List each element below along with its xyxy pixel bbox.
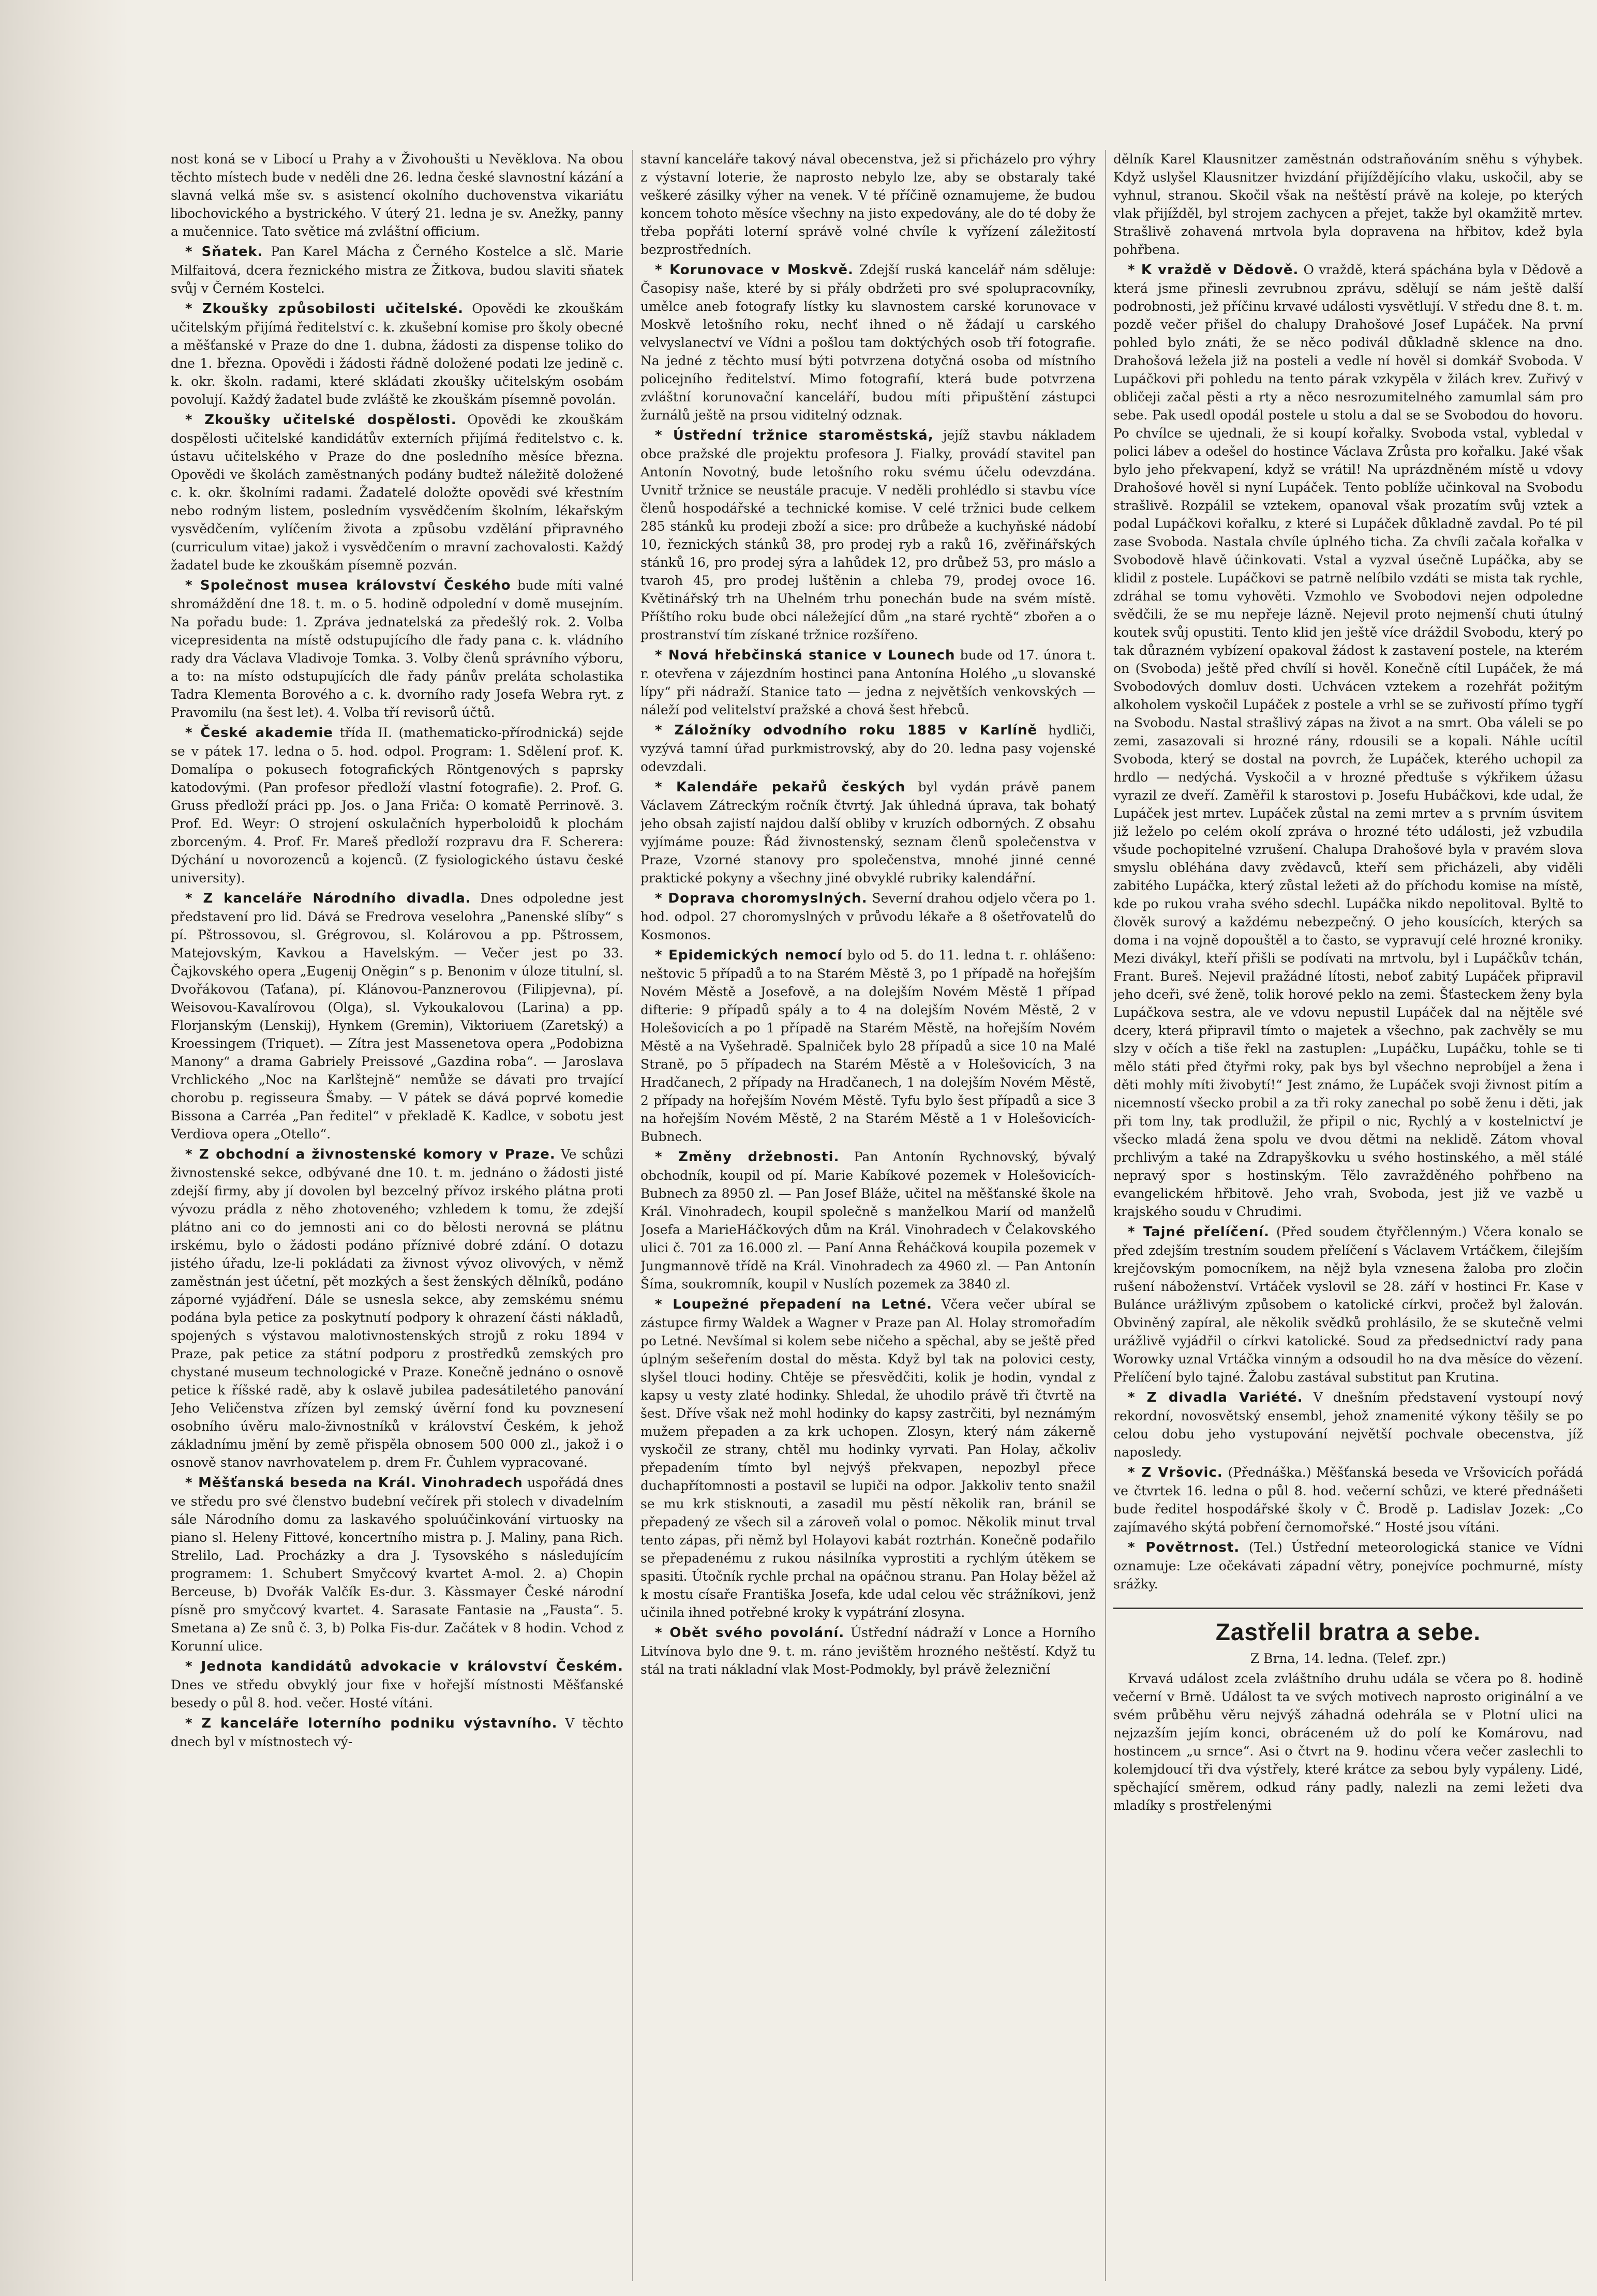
news-item-text: Včera večer ubíral se zástupce firmy Waldek a Wagner v Praze pan Al. Holay stromořadím po Letné. Nevšímal si kolem sebe ničeho a spěchal, aby se ještě před úplným sešeřením dostal do města. Když byl tak na polovici cesty, slyšel tlouci hodiny. Chtěje se přesvědčiti, kolik je hodin, vyndal z kapsy u vesty zlaté hodinky. Shledal, že uhodilo právě tři čtvrtě na šest. Dříve však než mohl hodinky do kapsy zastrčiti, byl neznámým mužem přepaden a za krk uchopen. Zlosyn, který nám zákerně vyskočil ze strany, chtěl mu hodinky vyrvati. Pan Holay, ačkoliv přepadením tímto byl nejvýš překvapen, nepozbyl přece duchapřítomnosti a postavil se lupiči na odpor. Jakkoliv tento snažil se mu krk stisknouti, a zasadil mu pěstí několik ran, bránil se přepadený ze všech sil a zároveň volal o pomoc. Několik minut trval tento zápas, při němž byl Holayovi kabát roztrhán. Konečně podařilo se přepadenému z rukou násilníka vyprostiti a rychlým útěkem se spasiti. Útočník rychle prchal na opáčnou stranu. Pan Holay běžel až k mostu císaře Františka Josefa, kde udal celou věc strážníkovi, jenž učinila ihned potřebné kroky k vypátrání zlosyna. (640, 1297, 1096, 1620)
news-item-text: bylo od 5. do 11. ledna t. r. ohlášeno: neštovic 5 případů a to na Starém Městě 3, po 1 případě na hořejším Novém Městě a Josefově, a na dolejším Novém Městě 1 případ difterie: 9 případů spály a to 4 na dolejším Novém Městě, 2 v Holešovicích a po 1 případě na Starém Městě, na hořejším Novém Městě a na Vyšehradě. Spalniček bylo 28 případů a sice 10 na Malé Straně, po 5 případech na Starém Městě a v Holešovicích, 3 na Hradčanech, 2 případy na Hradčanech, 1 na dolejším Novém Městě, 2 případy na hořejším Novém Městě. Tyfu bylo šest případů a sice 3 na hořejším Novém Městě, 2 na Starém Městě a 1 v Holešovicích-Bubnech. (640, 948, 1096, 1144)
column-rule (1105, 150, 1106, 2281)
news-item-headline: * Korunovace v Moskvě. (655, 262, 854, 278)
news-item-headline: * Tajné přelíčení. (1128, 1224, 1270, 1240)
news-item-text: Pan Karel Mácha z Černého Kostelce a slč. Marie Milfaitová, dcera řeznického mistra ze Žitkova, budou slaviti sňatek svůj v Černém Kostelci. (171, 244, 623, 296)
news-item (640, 646, 1096, 719)
news-item-continued (171, 150, 623, 241)
news-item-text: Ve schůzi živnostenské sekce, odbývané dne 10. t. m. jednáno o žádosti jisté zdejší firmy, aby jí dovolen byl bezcelný přívoz irského plátna proti vývozu prádla z něho zhotoveného; vzhledem k tomu, že zdejší plátno ani co do jemnosti ani co do bělosti nerovná se plátnu irskému, bylo o žádosti podáno příznivé dobré zdání. O dotazu jistého úřadu, lze-li pokládati za živnost vývoz olivových, v němž zaměstnán jest účetní, pět mozkých a šest ženských dělníků, podáno záporné vyjádření. Dále se usnesla sekce, aby zemskému snému podána byla petice za poskytnutí podpory k ohrazení části nákladů, spojených s výstavou malotivnostenských strojů z roku 1894 v Praze, pak petice za státní podporu z prostředků zemských pro chystané museum technologické v Praze. Konečně jednáno o osnově petice k říšské radě, aby k oslavě jubilea padesátiletého panování Jeho Veličenstva zřízen byl zemský úvěrní fond ku povznesení osobního úvěru malo-živnostníků v království Českém, k jehož základnímu jmění by země přispěla obnosem 500 000 zl., jakož i o osnově stanov navrhovatelem p. drem Fr. Čuhlem vypracované. (171, 1147, 623, 1470)
news-item-text: Ústřední nádraží v Lonce a Horního Litvínova bylo dne 9. t. m. ráno jevištěm hrozného neštěstí. Když tu stál na trati nákladní vlak Most-Podmokly, byl právě železniční (640, 1625, 1096, 1677)
news-item-headline: * Z divadla Variété. (1128, 1390, 1303, 1405)
news-item-headline: * Doprava choromyslných. (655, 891, 868, 906)
news-item-text: stavní kanceláře takový nával obecenstva, jež si přicházelo pro výhry z výstavní loterie, že naprosto nebylo lze, aby se obstaraly také veškeré zásilky výher na venek. V té příčině oznamujeme, že budou koncem tohoto měsíce všechny na jisto expedovány, ale do té doby že třeba popřáti loterní správě volné chvíle k vyřízení záležitostí bezprostředních. (640, 152, 1096, 257)
feature-dateline: Z Brna, 14. ledna. (Telef. zpr.) (1250, 1651, 1446, 1666)
column-2 (640, 150, 1096, 2281)
column-1 (171, 150, 623, 2281)
news-item (171, 243, 623, 297)
news-item-headline: * Povětrnost. (1128, 1540, 1240, 1555)
news-item (171, 299, 623, 409)
news-item (171, 1657, 623, 1712)
news-item (1113, 261, 1583, 1221)
news-item (171, 1714, 623, 1751)
news-item-text: Dnes ve středu obvyklý jour fixe v hořejší místnosti Měšťanské besedy o půl 8. hod. večer. Hosté vítáni. (171, 1677, 623, 1710)
news-item-text: bude od 17. února t. r. otevřena v zájezdním hostinci pana Antonína Holého „u slovanské lípy“ při nádraží. Stanice tato — jedna z největších venkovských — náleží pod velitelství pražské a chová šest hřebců. (640, 648, 1096, 717)
news-item-headline: * Záložníky odvodního roku 1885 v Karlíně (655, 723, 1037, 738)
news-item-text: nost koná se v Libocí u Prahy a v Živohoušti u Nevěklova. Na obou těchto místech bude v neděli dne 26. ledna české slavnostní kázání a slavná velká mše sv. s asistencí okolního duchovenstva vikariátu libochovického a bystrického. V úterý 21. ledna je sv. Anežky, panny a mučennice. Tato světice má zvláštní officium. (171, 152, 623, 239)
news-item-headline: * Sňatek. (185, 244, 263, 260)
news-item-continued (640, 150, 1096, 259)
news-item-headline: * Zkoušky způsobilosti učitelské. (185, 301, 464, 317)
news-item-headline: * Jednota kandidátů advokacie v království Českém. (185, 1659, 623, 1674)
news-item-headline: * Z kanceláře Národního divadla. (185, 891, 471, 906)
feature-text: Krvavá událost zcela zvláštního druhu udála se včera po 8. hodině večerní v Brně. Událost ta ve svých motivech naprosto originální a ve svém průběhu věru nejvýš záhadná odehrála se v Plotní ulici na nejzazším jejím konci, obráceném už do polí ke Komárovu, nad hostincem „u srnce“. Asi o čtvrt na 9. hodinu včera večer zaslechli to kolemjdoucí tři dva výstřely, které krátce za sebou byly vypáleny. Lidé, spěchající směrem, odkud rány padly, nalezli na zemi ležeti dva mladíky s prostřelenými (1113, 1671, 1583, 1813)
news-item-headline: * Změny držebnosti. (655, 1149, 839, 1165)
news-item (640, 946, 1096, 1146)
news-item-headline: * Ústřední tržnice staroměstská, (655, 428, 934, 443)
news-item-text: uspořádá dnes ve středu pro své členstvo budební večírek při stolech v divadelním sále Národního domu za laskavého spoluúčinkování virtuosky na piano sl. Heleny Fittové, koncertního mistra p. J. Maliny, pana Rich. Strelilo, Lad. Procházky a dra J. Tysovského s následujícím programem: 1. Schubert Smyčcový kvartet A-mol. 2. a) Chopin Berceuse, b) Dvořák Valčík Es-dur. 3. Kàssmayer České národní písně pro smyčcový kvartet. 4. Sarasate Fantasie na „Fausta“. 5. Smetana a) Ze snů č. 3, b) Polka Fis-dur. Začátek v 8 hodin. Vchod z Korunní ulice. (171, 1475, 623, 1654)
news-item-headline: * Společnost musea království Českého (185, 578, 511, 593)
news-item-text: dělník Karel Klausnitzer zaměstnán odstraňováním sněhu s výhybek. Když uslyšel Klausnitzer hvizdání přijíždějícího vlaku, uskočil, aby se vyhnul, stranou. Skočil však na neštěstí právě na koleje, po kterých vlak přijížděl, byl strojem zachycen a přejet, takže byl okamžitě mrtev. Strašlivě zohavená mrtvola byla dopravena na hřbitov, kdež byla pohřbena. (1113, 152, 1583, 257)
news-item-headline: * Obět svého povolání. (655, 1625, 844, 1641)
news-item (640, 889, 1096, 944)
news-item (171, 1145, 623, 1472)
news-item (171, 889, 623, 1143)
news-item-text: Opovědi ke zkouškám učitelským přijímá ředitelství c. k. zkušební komise pro školy obecné a měšťanské v Praze do dne 1. dubna, žádosti za dispense toliko do dne 1. března. Opovědi i žádosti řádně doložené podati lze jedině c. k. okr. školn. radami, které skládati zkoušky učitelským osobám povolují. Každý žadatel bude zvláště ke zkouškám písemně povolán. (171, 301, 623, 407)
news-item-headline: * Epidemických nemocí (655, 948, 842, 963)
news-item (640, 1295, 1096, 1622)
news-item-headline: * Z Vršovic. (1128, 1465, 1223, 1480)
news-item (171, 1474, 623, 1655)
news-item-text: (Před soudem čtyřčlenným.) Včera konalo se před zdejším trestním soudem přelíčení s Václavem Vrtáčkem, čilejším krejčovským pomocníkem, na nějž byla vznesena žaloba pro zločin rušení náboženství. Vrtáček vyslovil se 28. září v hostinci Fr. Kase v Bulánce urážlivým způsobem o katolické církvi, pročež byl žalován. Obviněný zapíral, ale několik svědků prohlásilo, že se skutečně velmi urážlivě vyjádřil o církvi katolické. Soud za předsednictví rady pana Worowky uznal Vrtáčka vinným a odsoudil ho na dva měsíce do vězení. Přelíčení bylo tajné. Žalobu zastával substitut pan Krutina. (1113, 1224, 1583, 1385)
news-item-headline: * Zkoušky učitelské dospělosti. (185, 412, 457, 428)
news-item-text: (Přednáška.) Měšťanská beseda ve Vršovicích pořádá ve čtvrtek 16. ledna o půl 8. hod. večerní schůzi, ve které přednášeti bude ředitel hospodářské školy v Č. Brodě p. Ladislav Jozek: „Co zajímavého skýtá pobření černomořské.“ Hosté jsou vítáni. (1113, 1465, 1583, 1535)
news-item (640, 721, 1096, 776)
news-item-headline: * Měšťanská beseda na Král. Vinohradech (185, 1475, 523, 1491)
news-item-text: (Tel.) Ústřední meteorologická stanice ve Vídni oznamuje: Lze očekávati západní větry, ponejvíce pochmurné, místy srážky. (1113, 1540, 1583, 1592)
news-item-text: hydliči, vyzývá tamní úřad purkmistrovský, aby do 20. ledna pasy vojenské odevzdali. (640, 723, 1096, 774)
news-item-headline: * Nová hřebčinská stanice v Lounech (655, 648, 956, 663)
news-item-text: Dnes odpoledne jest představení pro lid. Dává se Fredrova veselohra „Panenské slíby“ s pí. Pštrossovou, sl. Grégrovou, sl. Kolárovou a pp. Pštrossem, Matejovským, Kavkou a Havelským. — Večer jest po 33. Čajkovského opera „Eugenij Oněgin“ s p. Benonim v úloze titulní, sl. Dvořákovou (Taťana), pí. Klánovou-Panznerovou (Filipjevna), pí. Weisovou-Kavalírovou (Olga), sl. Vykoukalovou (Larina) a pp. Florjanským (Lenskij), Hynkem (Gremin), Viktoriuem (Zaretský) a Kroessingem (Triquet). — Zítra jest Massenetova opera „Podobizna Manony“ a drama Gabriely Preissové „Gazdina roba“. — Jaroslava Vrchlického „Noc na Karlštejně“ nemůže se dávati pro trvající chorobu p. regisseura Šmaby. — V pátek se dává poprvé komedie Bissona a Carréa „Pan ředitel“ v překladě K. Kadlce, v sobotu jest Verdiova opera „Otello“. (171, 891, 623, 1142)
news-item-headline: * České akademie (185, 725, 333, 741)
column-3 (1113, 150, 1583, 2281)
news-item-text: Severní drahou odjelo včera po 1. hod. odpol. 27 choromyslných v průvodu lékaře a 8 ošetřovatelů do Kosmonos. (640, 891, 1096, 942)
news-item-text: V dnešním představení vystoupí nový rekordní, novosvětský ensembl, jehož znamenité výkony těšily se po celou dobu jeho vystupování největší pochvale obecenstva, jíž naposledy. (1113, 1390, 1583, 1460)
newspaper-page (171, 150, 1583, 2281)
news-item (640, 426, 1096, 644)
news-item-text: jejíž stavbu nákladem obce pražské dle projektu profesora J. Fialky, provádí stavitel pan Antonín Novotný, bude letošního roku svému účelu odevzdána. Uvnitř tržnice se neustále pracuje. V neděli prohlédlo si stavbu více členů hospodářské a technické komise. V celé tržnici bude celkem 285 stánků ku prodeji zboží a sice: pro drůbeže a kuchyňské nádobí 10, řeznických stánků 38, pro prodej ryb a raků 16, zvěřinářských stánků 16, pro prodej sýra a lahůdek 12, pro drůbež 53, pro máslo a tvaroh 45, pro prodej luštěnin a chleba 79, prodej ovoce 16. Květinářský trh na Uhelném trhu ponechán bude na svém místě. Příštího roku bude obci náležející dům „na staré rychtě“ zbořen a o prostranství tím získané tržnice rozšířeno. (640, 428, 1096, 642)
news-item-text: Zdejší ruská kancelář nám sděluje: Časopisy naše, které by si přály obdržeti pro své spolupracovníky, umělce aneb fotografy lístky ku slavnostem carské korunovace v Moskvě letošního roku, nechť ihned o ně žádají u carského velvyslanectví ve Vídni a pošlou tam doktýchých osob tří fotografie. Na jedné z těchto musí býti potvrzena dotyčná osoba od místního policejního ředitelství. Mimo fotografií, která bude potvrzena zvláštní korunovační kanceláří, budou míti připuštění zástupci žurnálů ještě na prsou viditelný odznak. (640, 262, 1096, 423)
news-item-text: O vraždě, která spáchána byla v Dědově a která jsme přinesli zevrubnou zprávu, sdělují se nám ještě další podrobnosti, jež příčinu krvavé události vysvětlují. V středu dne 8. t. m. pozdě večer přišel do chalupy Drahošové Josef Lupáček. Na první pohled bylo znáti, že se něco podivál důkladně sklence na dno. Drahošová ležela již na posteli a vedle ní hověl si domkář Svoboda. V Lupáčkovi při pohledu na tento párak vzkypěla v žilách krev. Zuřivý v obličeji začal pěsti a rty a něco nesrozumitelného zamumlal sám pro sebe. Pak usedl opodál postele u stolu a dal se se Svobodou do hovoru. Po chvílce se ujednali, že si koupí kořalky. Svoboda vstal, vybledal v polici lábev a odešel do hostince Václava Zrůsta pro kořalku. Jaké však bylo jeho překvapení, když se vrátil! Na uprázdněném místě u vdovy Drahošové hověl si nyní Lupáček. Tento poblíže učinkoval na Svobodu strašlivě. Rozpálil se vztekem, opanoval však prozatím svůj vztek a podal Lupáčkovi kořalku, z které si Lupáček důkladně zavdal. Po té pil zase Svoboda. Nastala chvíle úplného ticha. Za chvíli začala kořalka v Svobodově hlavě účinkovati. Vstal a vyzval úsečně Lupáčka, aby se klidil z postele. Lupáčkovi se patrně nelíbilo vzdáti se mista tak rychle, zdráhal se tomu vyhověti. Vzmohlo ve Svobodovi nejen odpoledne svědčili, že se mu nepřeje lázně. Nejevil proto nejmenší chuti útulný koutek svůj opustiti. Tento klid jen ještě více dráždil Svobodu, který po tak důrazném vybízení opakoval žádost k zastavení postele, na kterém on (Svoboda) ještě před chvílí si hověl. Konečně cítil Lupáček, že má Svobodových domluv dosti. Uchvácen vztekem a rozehřát požitým alkoholem vyskočil Lupáček z postele a vrhl se se zuřivostí přímo tygří na Svobodu. Nastal strašlivý zápas na život a na smrt. Oba váleli se po zemi, zasazovali si hrozné rány, rdousili se a kopali. Náhle ucítil Svoboda, který se dostal na povrch, že Lupáček, kterého uchopil za hrdlo — nedýchá. Vyskočil a v hrozné předtuše s výkřikem úžasu vyrazil ze dveří. Zaměřil k starostovi p. Josefu Hubáčkovi, kde udal, že Lupáček jest mrtev. Lupáček zůstal na zemi mrtev a s prvním úsvitem již leželo po celém okolí zpráva o hrozné této události, jež vzbudila všude pochopitelné vzrušení. Chalupa Drahošové byla v pravém slova smyslu obléhána davy zvědavců, kteří sem přicházeli, aby viděli zabitého Lupáčka, který zůstal ležeti až do příchodu komise na místě, kde po rukou vraha svého sdechl. Lupáčka nikdo nepolitoval. Byltě to člověk surový a každému nebezpečný. O jeho kousících, kterých sa doma i na vojně dopouštěl a to často, se vypravují celé hrozné kroniky. Mezi divákyl, kteří přišli se podívati na mrtvolu, byl i Lupáčkův tchán, Frant. Bureš. Nejevil pražádné lítosti, neboť zabitý Lupáček připravil jeho dceři, své ženě, tolik horové peklo na zemi. Šťasteckem ženy byla Lupáčkova sestra, ale ve vdovu nepustil Lupáček dal na nějtěle své dcery, která připravil tímto o majetek a všechno, pak zachvěly se mu slzy v očích a tiše řekl na zastuplen: „Lupáčku, Lupáčku, tohle se ti mělo státi před čtyřmi roky, pak bys byl všechno neprobíjel a žena i děti mohly míti živobytí!“ Jest známo, že Lupáček svoji živnost pitím a nicemností všecko probil a za tři roky zanechal po sobě ženu i děti, jak při tom lny, tak prodlužil, že připil o nic, Rychlý a v kostelnictví je všecko mladá žena spolu ve dvou dětmi na neklidě. Zátom vhoval prchlivým a také na Zdrapyškovku u svého hostinského, a měl stálé nepravý spor s hostinským. Tělo zavražděného pohřbeno na evangelickém hřbitově. Jeho vrah, Svoboda, jest již ve vazbě u krajského soudu v Chrudimi. (1113, 262, 1583, 1219)
news-item-headline: * Kalendáře pekařů českých (655, 779, 905, 795)
news-item-text: Opovědi ke zkouškám dospělosti učitelské kandidátův externích přijímá ředitelstvo c. k. ústavu učitelského v Praze do dne posledního měsíce března. Opovědi ve školách zaměstnaných podány budtež náležitě doložené c. k. okr. školními radami. Žadatelé doložte opovědi své křestním nebo rodným listem, posledním vysvědčením školním, lékařským vysvědčením, vylíčením života a způsobu vzdělání připravného (curriculum vitae) jakož i vysvědčením o mravní zachovalosti. Každý žadatel bude ke zkouškám písemně pozván. (171, 412, 623, 573)
page-gutter (0, 0, 129, 2296)
news-item-text: byl vydán právě panem Václavem Zátreckým ročník čtvrtý. Jak úhledná úprava, tak bohatý jeho obsah zajistí najdou další obliby v kruzích odborných. Z obsahu vyjímáme pouze: Řád živnostenský, seznam členů společenstva v Praze, Vzorné stanovy pro společenstva, mnohé jinné cenné praktické pokyny a všechny jiné obvyklé rubriky kalendářní. (640, 779, 1096, 886)
news-item (640, 1148, 1096, 1293)
news-item-text: Pan Antonín Rychnovský, bývalý obchodník, koupil od pí. Marie Kabíkové pozemek v Holešovicích-Bubnech za 8950 zl. — Pan Josef Bláže, učitel na měšťanské škole na Král. Vinohradech, koupil společně s manželkou Marií od manželů Josefa a MarieHáčkových dům na Král. Vinohradech v Čelakovského ulici č. 701 za 16.000 zl. — Paní Anna Řeháčková koupila pozemek v Jungmannově třídě na Král. Vinohradech za 4960 zl. — Pan Antonín Šíma, soukromník, koupil v Nuslích pozemek za 3840 zl. (640, 1149, 1096, 1292)
news-item (640, 1624, 1096, 1678)
column-rule (632, 150, 633, 2281)
news-item (640, 261, 1096, 424)
news-item-text: V těchto dnech byl v místnostech vý- (171, 1716, 623, 1749)
news-item (1113, 1538, 1583, 1593)
news-item-text: bude míti valné shromáždění dne 18. t. m. o 5. hodině odpolední v domě musejním. Na pořadu bude: 1. Zpráva jednatelská za předešlý rok. 2. Volba vicepresidenta na místě odstupujícího dle řady pana c. k. vládního rady dra Václava Vladivoje Tomka. 3. Volby členů správního výboru, a to: na místo odstupujících dle řady pánův preláta scholastika Tadra Klementa Borového a c. k. dvorního rady Josefa Webra ryt. z Pravomilu (na šest let). 4. Volba tří revisorů účtů. (171, 578, 623, 720)
news-item-headline: * Z kanceláře loterního podniku výstavního. (185, 1716, 558, 1731)
news-item-text: třída II. (mathematicko-přírodnická) sejde se v pátek 17. ledna o 5. hod. odpol. Program: 1. Sdělení prof. K. Domalípa o pokusech fotografických Röntgenových s paprsky katodovými. (Pan profesor předloží vlastní fotografie). 2. Prof. G. Gruss předloží práci pp. Jos. o Jana Friča: O komatě Perrinově. 3. Prof. Ed. Weyr: O strojení oskulačních hyperboloidů k plochám zborceným. 4. Prof. Fr. Mareš předloží rozpravu dra F. Scherera: Dýchání u novorozenců a kojenců. (Z fysiologického ústavu české university). (171, 725, 623, 886)
news-item (171, 724, 623, 887)
feature-title: Zastřelil bratra a sebe. (1113, 1608, 1583, 1646)
news-item (171, 576, 623, 722)
news-item (1113, 1388, 1583, 1461)
news-item (1113, 1463, 1583, 1536)
news-item-headline: * K vraždě v Dědově. (1128, 262, 1299, 278)
news-item (1113, 1223, 1583, 1386)
news-item-headline: * Z obchodní a živnostenské komory v Praze. (185, 1147, 556, 1162)
news-item-continued (1113, 150, 1583, 259)
news-item-headline: * Loupežné přepadení na Letné. (655, 1297, 932, 1312)
news-item (171, 411, 623, 574)
news-item (640, 778, 1096, 887)
